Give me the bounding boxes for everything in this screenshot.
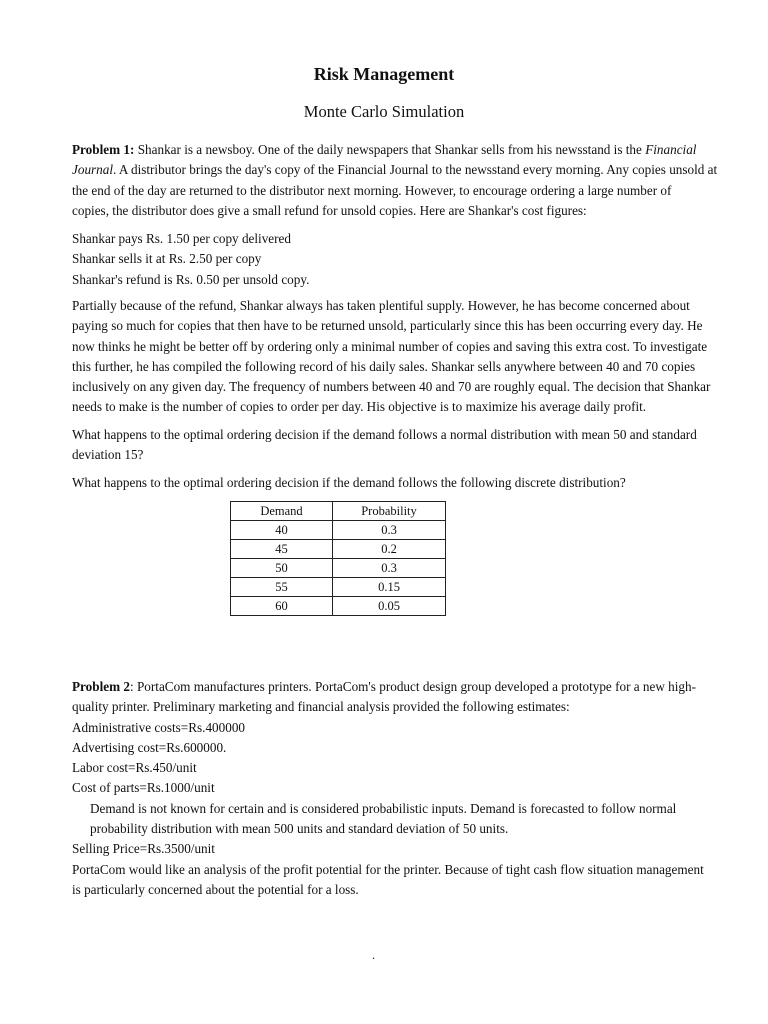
estimate-item: Advertising cost=Rs.600000. [72,739,227,755]
table-row [231,540,446,559]
cost-figure-sell: Shankar sells it at Rs. 2.50 per copy [72,251,262,267]
demand-note-line: Demand is not known for certain and is considered probabilistic inputs. Demand is forecasted to follow normal [90,800,677,816]
table-header-row [231,502,446,521]
problem1-question-normal [72,425,722,466]
table-cell-demand: 45 [231,540,333,559]
problem1-intro-line-1: Problem 1: Shankar is a newsboy. One of the daily newspapers that Shankar sells from his newsstand is the Financial [72,142,697,157]
question-line: What happens to the optimal ordering decision if the demand follows the following discrete distribution? [72,475,626,490]
estimate-item: Cost of parts=Rs.1000/unit [72,780,215,796]
table-row [231,578,446,597]
paragraph-line: this further, he has compiled the following record of his daily sales. Shankar sells anywhere between 40 and 70 copies [72,358,696,374]
selling-price: Selling Price=Rs.3500/unit [72,841,215,857]
cost-figure-pay: Shankar pays Rs. 1.50 per copy delivered [72,231,292,246]
table-cell-demand: 60 [231,597,333,616]
cost-figures [72,229,722,290]
question-line: What happens to the optimal ordering decision if the demand follows a normal distribution with mean 50 and standard [72,427,697,442]
cost-figure-refund: Shankar's refund is Rs. 0.50 per unsold copy. [72,271,310,287]
closing-line: PortaCom would like an analysis of the profit potential for the printer. Because of tight cash flow situation management [72,861,704,877]
footer-mark: . [372,948,375,962]
problem1-intro-line-2: Journal. A distributor brings the day's copy of the Financial Journal to the newsstand every morning. Any copies unsold at [72,162,718,178]
document-title: Risk Management [313,64,455,84]
question-line: deviation 15? [72,447,144,463]
estimate-item: Administrative costs=Rs.400000 [72,719,246,735]
table-cell-demand: 40 [231,521,333,540]
problem1-intro [72,140,722,221]
problem1-intro-line-3: the end of the day are returned to the distributor next morning. However, to encourage ordering a large number of [72,182,672,198]
paragraph-line: Partially because of the refund, Shankar always has taken plentiful supply. However, he has become concerned about [72,298,690,313]
closing-line: is particularly concerned about the potential for a loss. [72,881,359,897]
estimate-item: Labor cost=Rs.450/unit [72,760,197,776]
paragraph-line: now thinks he might be better off by ordering only a minimal number of copies and saving this extra cost. To investigate [72,338,708,354]
problem1-question-discrete [72,473,722,493]
problem1-heading: Problem 1: [72,142,135,157]
problem2-intro-line-1: Problem 2: PortaCom manufactures printers. PortaCom's product design group developed a prototype for a new high- [72,679,697,694]
table-cell-demand: 55 [231,578,333,597]
table-header-demand: Demand [231,502,333,521]
table-cell-probability: 0.3 [333,559,446,578]
table-cell-probability: 0.2 [333,540,446,559]
table-cell-demand: 50 [231,559,333,578]
table-cell-probability: 0.15 [333,578,446,597]
table-header-probability: Probability [333,502,446,521]
paragraph-line: needs to make is the number of copies to order per day. His objective is to maximize his average daily profit. [72,399,647,415]
paragraph-line: inclusively on any given day. The frequency of numbers between 40 and 70 are roughly equal. The decision that Shankar [72,379,711,395]
problem2-intro-line-2: quality printer. Preliminary marketing and financial analysis provided the following estimates: [72,699,570,715]
problem1-intro-line-4: copies, the distributor does give a small refund for unsold copies. Here are Shankar's cost figures: [72,202,587,218]
document-subtitle: Monte Carlo Simulation [303,102,465,121]
table-cell-probability: 0.3 [333,521,446,540]
problem2-intro [72,677,722,900]
table-cell-probability: 0.05 [333,597,446,616]
paragraph-line: paying so much for copies that then have to be returned unsold, particularly since this has been occurring every day. He [72,318,703,334]
demand-note-line: probability distribution with mean 500 units and standard deviation of 50 units. [90,821,509,837]
problem2-heading: Problem 2 [72,679,130,694]
problem1-paragraph [72,296,722,418]
table-row [231,597,446,616]
table-row [231,559,446,578]
demand-probability-table [230,501,446,616]
table-row [231,521,446,540]
